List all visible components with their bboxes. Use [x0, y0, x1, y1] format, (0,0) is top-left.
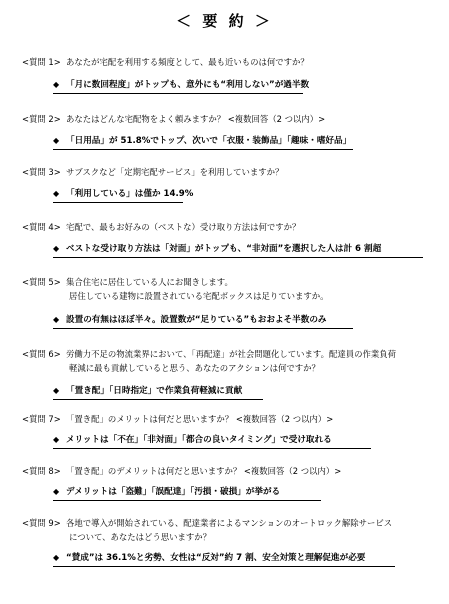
question-text-continued: について、あなたはどう思いますか？	[69, 532, 212, 542]
question-2	[22, 112, 442, 126]
answer-6	[53, 384, 263, 400]
question-number: <質問 3>	[22, 167, 61, 177]
answer-4	[53, 242, 423, 258]
answer-8	[53, 485, 321, 501]
page-title: ＜ 要 約 ＞	[176, 12, 273, 30]
question-number: <質問 4>	[22, 222, 61, 232]
diamond-bullet-icon: ◆	[53, 386, 60, 395]
answer-text: “賛成”は 36.1%と劣勢、女性は“反対”約 7 割、安全対策と理解促進が必要	[66, 553, 366, 563]
question-text: あなたが宅配を利用する頻度として、最も近いものは何ですか？	[66, 57, 309, 67]
question-text-continued: 居住している建物に設置されている宅配ボックスは足りていますか。	[69, 291, 329, 301]
answer-5	[53, 313, 353, 329]
diamond-bullet-icon: ◆	[53, 435, 60, 444]
question-text: 各地で導入が開始されている、配達業者によるマンションのオートロック解除サービス	[66, 518, 393, 528]
answer-text: メリットは「不在」「非対面」「都合の良いタイミング」で受け取れる	[66, 435, 332, 445]
answer-9	[53, 551, 395, 567]
question-7	[22, 412, 442, 426]
question-text: 「置き配」のメリットは何だと思いますか？ <複数回答（2 つ以内）>	[66, 414, 334, 424]
question-number: <質問 7>	[22, 414, 61, 424]
diamond-bullet-icon: ◆	[53, 244, 60, 253]
answer-text: ベストな受け取り方法は「対面」がトップも、“非対面”を選択した人は計 6 割超	[66, 244, 382, 254]
answer-text: 「利用している」は僅か 14.9%	[66, 189, 194, 199]
question-text: 「置き配」のデメリットは何だと思いますか？ <複数回答（2 つ以内）>	[66, 466, 342, 476]
answer-text: 設置の有無はほぼ半々。設置数が“足りている”もおおよそ半数のみ	[66, 315, 327, 325]
question-number: <質問 9>	[22, 518, 61, 528]
answer-2	[53, 134, 353, 150]
question-text: 集合住宅に居住している人にお聞きします。	[66, 277, 233, 287]
diamond-bullet-icon: ◆	[53, 487, 60, 496]
question-text: サブスクなど「定期宅配サービス」を利用していますか？	[66, 167, 284, 177]
answer-text: 「月に数回程度」がトップも、意外にも“利用しない”が過半数	[66, 80, 310, 90]
question-text: 宅配で、最もお好みの（ベストな）受け取り方法は何ですか？	[66, 222, 301, 232]
question-text: あなたはどんな宅配物をよく頼みますか？ <複数回答（2 つ以内）>	[66, 114, 326, 124]
question-9	[22, 516, 442, 544]
question-number: <質問 1>	[22, 57, 61, 67]
question-number: <質問 2>	[22, 114, 61, 124]
diamond-bullet-icon: ◆	[53, 189, 60, 198]
answer-text: 「日用品」が 51.8%でトップ、次いで「衣服・装飾品」「趣味・嗜好品」	[66, 136, 352, 146]
question-4	[22, 220, 442, 234]
question-text-continued: 軽減に最も貢献していると思う、あなたのアクションは何ですか？	[69, 363, 320, 373]
diamond-bullet-icon: ◆	[53, 315, 60, 324]
diamond-bullet-icon: ◆	[53, 136, 60, 145]
question-6	[22, 347, 442, 375]
answer-text: 「置き配」「日時指定」で作業負荷軽減に貢献	[66, 386, 243, 396]
question-text: 労働力不足の物流業界において、「再配達」が社会問題化しています。配達員の作業負荷	[66, 349, 396, 359]
question-1	[22, 55, 442, 69]
question-8	[22, 464, 442, 478]
answer-1	[53, 78, 310, 94]
answer-3	[53, 187, 194, 203]
diamond-bullet-icon: ◆	[53, 80, 60, 89]
question-number: <質問 6>	[22, 349, 61, 359]
answer-7	[53, 433, 371, 449]
question-3	[22, 165, 442, 179]
question-number: <質問 5>	[22, 277, 61, 287]
question-number: <質問 8>	[22, 466, 61, 476]
answer-text: デメリットは「盗難」「誤配達」「汚損・破損」が挙がる	[66, 487, 281, 497]
diamond-bullet-icon: ◆	[53, 553, 60, 562]
question-5	[22, 275, 442, 303]
